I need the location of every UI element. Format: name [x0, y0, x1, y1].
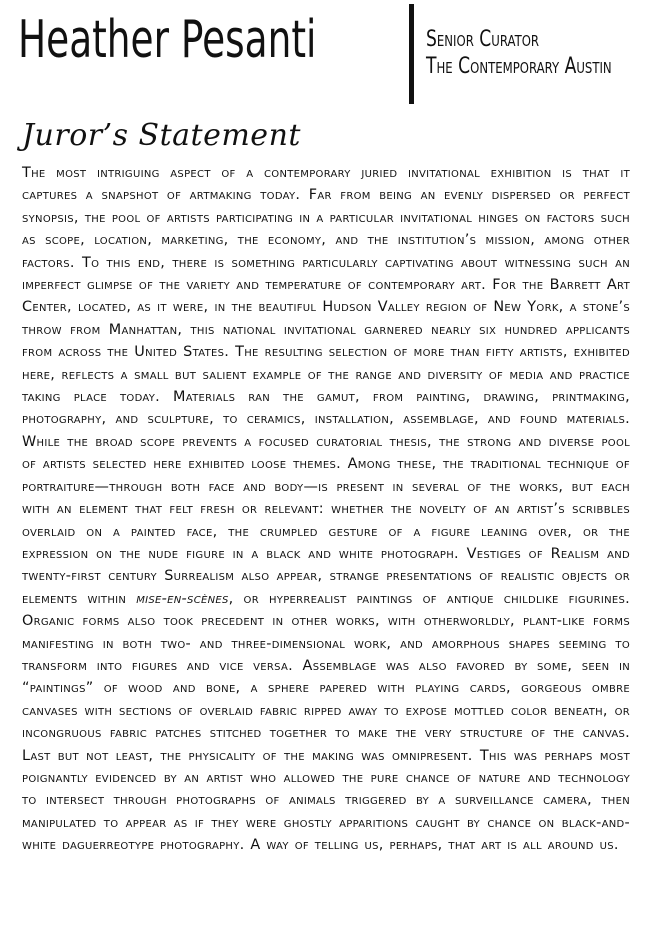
curator-name: Heather Pesanti [18, 10, 317, 70]
statement-body [22, 162, 630, 857]
curator-role [426, 26, 612, 80]
curator-title: Senior Curator [426, 27, 540, 52]
statement-text-part2: , or hyperrealist paintings of antique childlike figurines. Organic forms also took precedent in other works, with otherworldly, plant-like forms manifesting in both two- and three-dimensional work, and amorphous shapes seeming to transform into figures and vice versa. Assemblage was also favored by some, seen in “paintings” of wood and bone, a sphere papered with playing cards, gorgeous ombre canvases with sections of overlaid fabric ripped away to expose mottled color beneath, or incongruous fabric patches stitched together to make the very structure of the canvas. Last but not least, the physicality of the making was omnipresent. This was perhaps most poignantly evidenced by an artist who allowed the pure chance of nature and technology to intersect through photographs of animals triggered by a surveillance camera, then manipulated to appear as if they were ghostly apparitions caught by chance on black-and-white daguerreotype photography. A way of telling us, perhaps, that art is all around us. [22, 590, 631, 854]
statement-italic-term: mise-en-scènes [136, 590, 229, 607]
curator-institution: The Contemporary Austin [426, 54, 612, 79]
statement-heading: Juror’s Statement [22, 118, 301, 153]
header-divider [409, 4, 414, 104]
page-header [16, 0, 636, 110]
statement-text-part1: The most intriguing aspect of a contemporary juried invitational exhibition is that it captures a snapshot of artmaking today. Far from being an evenly dispersed or perfect synopsis, the pool of artists participating in a particular invitational hinges on factors such as scope, location, marketing, the economy, and the institution’s mission, among other factors. To this end, there is something particularly captivating about witnessing such an imperfect glimpse of the variety and temperature of contemporary art. For the Barrett Art Center, located, as it were, in the beautiful Hudson Valley region of New York, a stone’s throw from Manhattan, this national invitational garnered nearly six hundred applicants from across the United States. The resulting selection of more than fifty artists, exhibited here, reflects a small but salient example of the range and diversity of media and practice taking place today. Materials ran the gamut, from painting, drawing, printmaking, photography, and sculpture, to ceramics, installation, assemblage, and found materials. While the broad scope prevents a focused curatorial thesis, the strong and diverse pool of artists selected here exhibited loose themes. Among these, the traditional technique of portraiture—through both face and body—is present in several of the works, but each with an element that felt fresh or relevant: whether the novelty of an artist’s scribbles overlaid on a painted face, the crumpled gesture of a figure leaning over, or the expression on the nude figure in a black and white photograph. Vestiges of Realism and twenty-first century Surrealism also appear, strange presentations of realistic objects or elements within [22, 165, 630, 607]
